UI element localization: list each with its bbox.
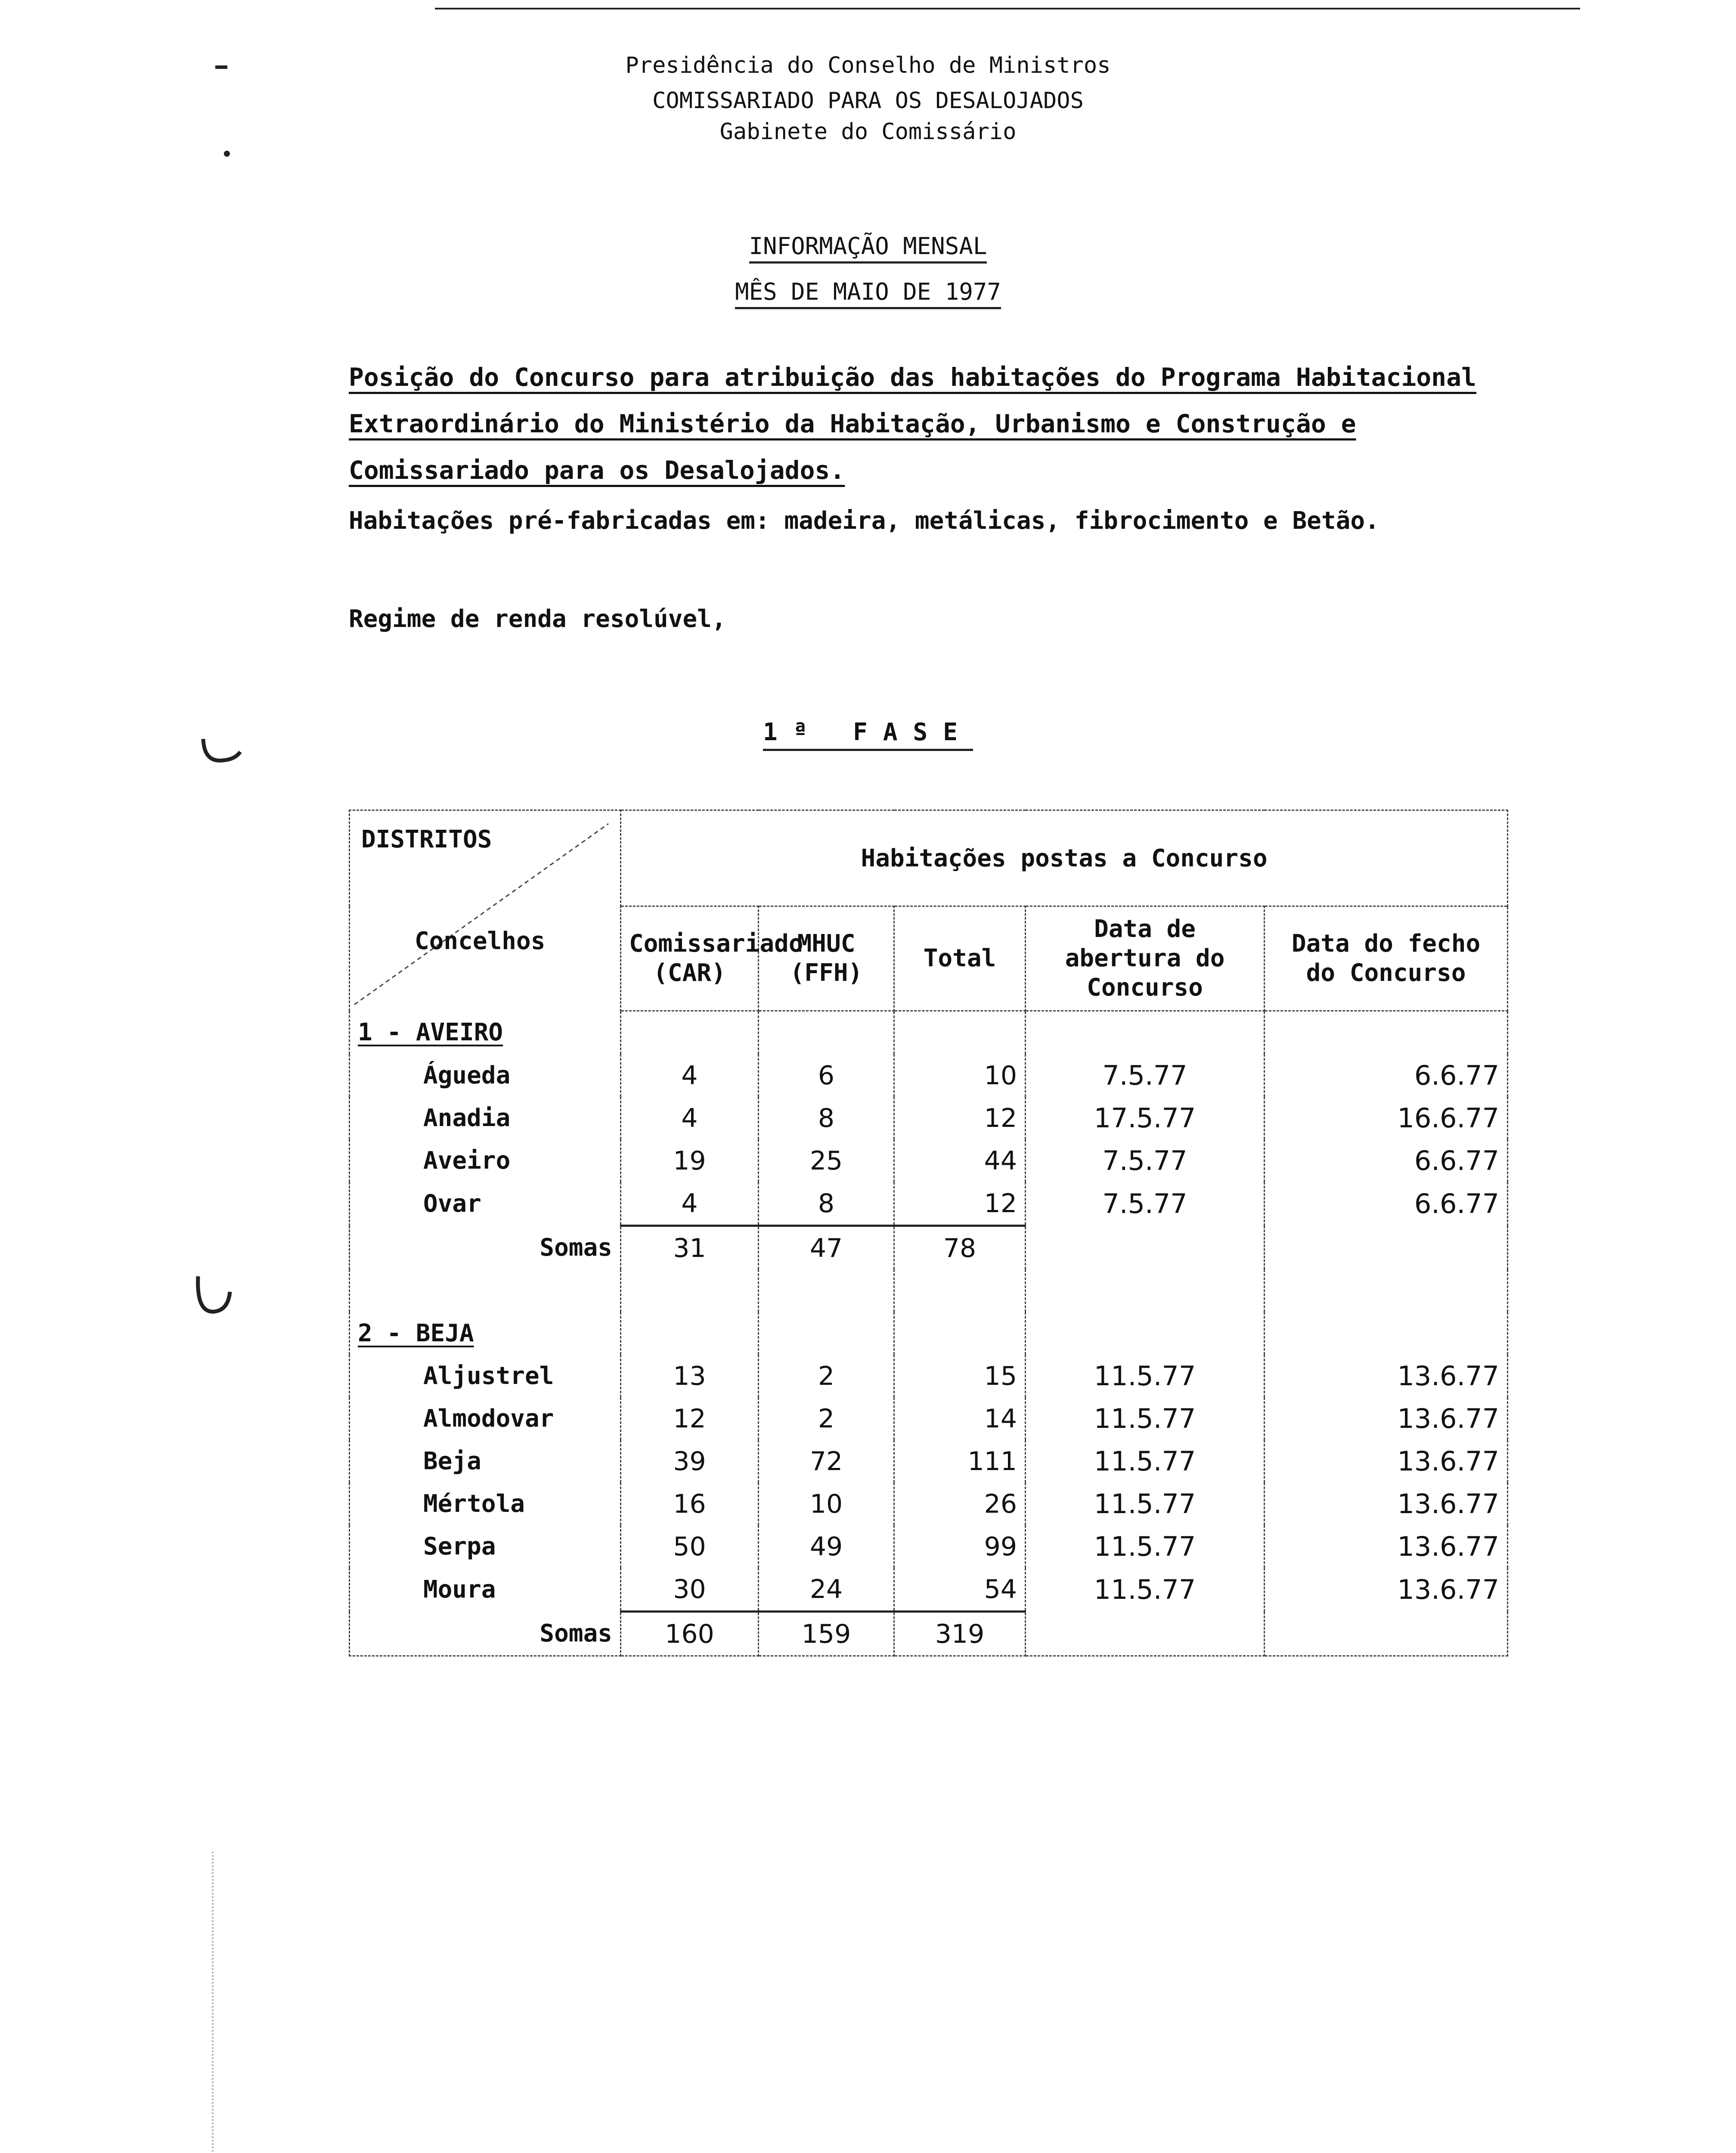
councils-label: Concelhos: [415, 927, 546, 955]
sum-car: 31: [621, 1226, 759, 1270]
empty-cell: [621, 1269, 759, 1312]
close-date: 16.6.77: [1265, 1097, 1508, 1139]
rent-regime: Regime de renda resolúvel,: [349, 605, 726, 633]
car-count: 39: [621, 1440, 759, 1483]
car-count: 4: [621, 1054, 759, 1097]
open-date: 7.5.77: [1026, 1054, 1265, 1097]
col-open-header: Data de abertura do Concurso: [1026, 906, 1265, 1011]
empty-cell: [1265, 1269, 1508, 1312]
council-name: Aljustrel: [350, 1355, 621, 1397]
corner-header: [350, 810, 621, 1011]
empty-cell: [1265, 1011, 1508, 1055]
table-row: [350, 1182, 1508, 1226]
sum-label: Somas: [350, 1612, 621, 1656]
close-date: 13.6.77: [1265, 1483, 1508, 1525]
table-row: [350, 1397, 1508, 1440]
ministry-name: Presidência do Conselho de Ministros: [625, 53, 1111, 78]
car-count: 13: [621, 1355, 759, 1397]
col-total-header: Total: [894, 906, 1026, 1011]
empty-cell: [1026, 1011, 1265, 1055]
close-date: 6.6.77: [1265, 1054, 1508, 1097]
total-count: 14: [894, 1397, 1026, 1440]
sum-row: [350, 1226, 1508, 1270]
housing-types: Habitações pré-fabricadas em: madeira, metálicas, fibrocimento e Betão.: [349, 507, 1380, 535]
col-ffh-header: MHUC (FFH): [759, 906, 894, 1011]
close-date: 13.6.77: [1265, 1525, 1508, 1568]
car-count: 50: [621, 1525, 759, 1568]
close-date: 13.6.77: [1265, 1355, 1508, 1397]
car-count: 16: [621, 1483, 759, 1525]
col-car-header: Comissariado (CAR): [621, 906, 759, 1011]
office-cabinet: Gabinete do Comissário: [719, 119, 1017, 145]
car-count: 19: [621, 1139, 759, 1182]
district-name: 1 - AVEIRO: [350, 1011, 621, 1055]
table-row: [350, 1139, 1508, 1182]
ffh-count: 2: [759, 1355, 894, 1397]
empty-cell: [894, 1312, 1026, 1355]
council-name: Moura: [350, 1568, 621, 1612]
car-count: 4: [621, 1097, 759, 1139]
report-title: INFORMAÇÃO MENSAL: [0, 233, 1736, 260]
sum-row: [350, 1612, 1508, 1656]
empty-cell: [350, 1269, 621, 1312]
total-count: 26: [894, 1483, 1026, 1525]
open-date: 11.5.77: [1026, 1355, 1265, 1397]
car-count: 4: [621, 1182, 759, 1226]
table-row: [350, 1440, 1508, 1483]
page-spine-shadow: [212, 1852, 214, 2153]
open-date: 11.5.77: [1026, 1525, 1265, 1568]
close-date: 13.6.77: [1265, 1397, 1508, 1440]
open-date: 7.5.77: [1026, 1182, 1265, 1226]
district-name: 2 - BEJA: [350, 1312, 621, 1355]
open-date: 7.5.77: [1026, 1139, 1265, 1182]
sum-ffh: 159: [759, 1612, 894, 1656]
empty-cell: [1026, 1226, 1265, 1270]
council-name: Águeda: [350, 1054, 621, 1097]
council-name: Ovar: [350, 1182, 621, 1226]
district-row: [350, 1312, 1508, 1355]
council-name: Beja: [350, 1440, 621, 1483]
sum-total: 78: [894, 1226, 1026, 1270]
total-count: 15: [894, 1355, 1026, 1397]
ffh-count: 25: [759, 1139, 894, 1182]
ffh-count: 72: [759, 1440, 894, 1483]
ffh-count: 24: [759, 1568, 894, 1612]
table-row: [350, 1568, 1508, 1612]
total-count: 54: [894, 1568, 1026, 1612]
table-row: [350, 1097, 1508, 1139]
total-count: 44: [894, 1139, 1026, 1182]
open-date: 11.5.77: [1026, 1568, 1265, 1612]
empty-cell: [1026, 1312, 1265, 1355]
council-name: Anadia: [350, 1097, 621, 1139]
close-date: 6.6.77: [1265, 1182, 1508, 1226]
total-count: 99: [894, 1525, 1026, 1568]
car-count: 30: [621, 1568, 759, 1612]
total-count: 10: [894, 1054, 1026, 1097]
empty-cell: [1026, 1269, 1265, 1312]
council-name: Aveiro: [350, 1139, 621, 1182]
empty-cell: [759, 1269, 894, 1312]
empty-cell: [1265, 1226, 1508, 1270]
empty-cell: [759, 1011, 894, 1055]
districts-label: DISTRITOS: [361, 825, 492, 853]
margin-mark: [224, 151, 230, 157]
empty-cell: [1265, 1612, 1508, 1656]
sum-ffh: 47: [759, 1226, 894, 1270]
ffh-count: 8: [759, 1182, 894, 1226]
empty-cell: [894, 1269, 1026, 1312]
ffh-count: 49: [759, 1525, 894, 1568]
ffh-count: 2: [759, 1397, 894, 1440]
sum-total: 319: [894, 1612, 1026, 1656]
table-row: [350, 1525, 1508, 1568]
ffh-count: 6: [759, 1054, 894, 1097]
housing-contest-table: [349, 810, 1508, 1657]
council-name: Serpa: [350, 1525, 621, 1568]
close-date: 13.6.77: [1265, 1568, 1508, 1612]
close-date: 6.6.77: [1265, 1139, 1508, 1182]
spacer-row: [350, 1269, 1508, 1312]
table-header-row: [350, 810, 1508, 906]
group-header: Habitações postas a Concurso: [621, 810, 1508, 906]
empty-cell: [621, 1011, 759, 1055]
sum-car: 160: [621, 1612, 759, 1656]
table-row: [350, 1483, 1508, 1525]
council-name: Mértola: [350, 1483, 621, 1525]
empty-cell: [621, 1312, 759, 1355]
table-row: [350, 1355, 1508, 1397]
council-name: Almodovar: [350, 1397, 621, 1440]
total-count: 111: [894, 1440, 1026, 1483]
district-row: [350, 1011, 1508, 1055]
col-close-header: Data do fecho do Concurso: [1265, 906, 1508, 1011]
total-count: 12: [894, 1182, 1026, 1226]
empty-cell: [1265, 1312, 1508, 1355]
empty-cell: [1026, 1612, 1265, 1656]
office-name: COMISSARIADO PARA OS DESALOJADOS: [652, 88, 1084, 114]
sum-label: Somas: [350, 1226, 621, 1270]
contest-description: Posição do Concurso para atribuição das habitações do Programa Habitacional Extraordinário do Ministério da Habitação, Urbanismo e Construção e Comissariado para os Desalojados.: [349, 363, 1476, 485]
open-date: 11.5.77: [1026, 1440, 1265, 1483]
empty-cell: [894, 1011, 1026, 1055]
empty-cell: [759, 1312, 894, 1355]
binder-hole-mark: [195, 1275, 233, 1322]
close-date: 13.6.77: [1265, 1440, 1508, 1483]
car-count: 12: [621, 1397, 759, 1440]
top-rule: [435, 8, 1580, 9]
open-date: 17.5.77: [1026, 1097, 1265, 1139]
table-row: [350, 1054, 1508, 1097]
ffh-count: 8: [759, 1097, 894, 1139]
open-date: 11.5.77: [1026, 1483, 1265, 1525]
open-date: 11.5.77: [1026, 1397, 1265, 1440]
phase-heading: 1ª FASE: [0, 718, 1736, 746]
report-month: MÊS DE MAIO DE 1977: [0, 278, 1736, 305]
total-count: 12: [894, 1097, 1026, 1139]
ffh-count: 10: [759, 1483, 894, 1525]
